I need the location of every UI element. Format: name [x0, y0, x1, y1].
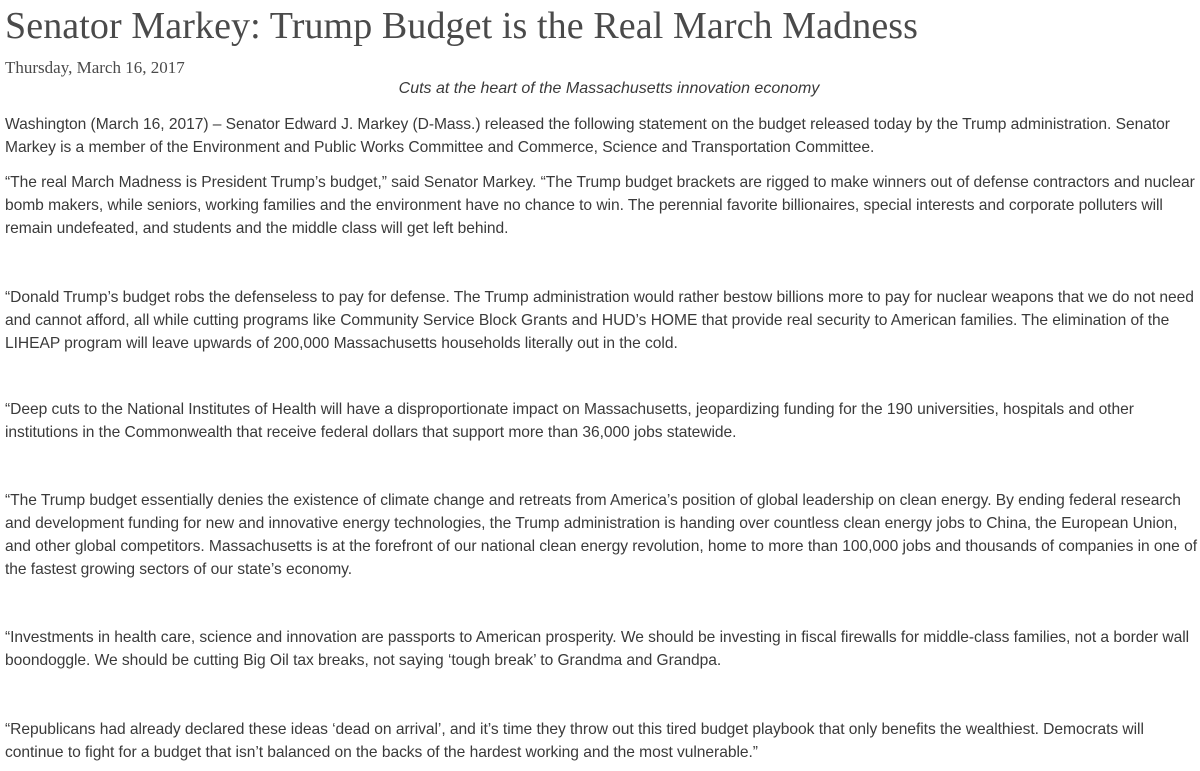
paragraph-quote-republicans: “Republicans had already declared these ideas ‘dead on arrival’, and it’s time they throw out this tired budget playbook that only benefits the wealthiest. Democrats will continue to fight for a budget that isn’t balanced on the backs of the hardest working and the most vulnerable.”	[5, 721, 1144, 761]
paragraph-quote-investments: “Investments in health care, science and innovation are passports to American prosperity. We should be investing in fiscal firewalls for middle-class families, not a border wall boondoggle. We should be cutting Big Oil tax breaks, not saying ‘tough break’ to Grandma and Grandpa.	[5, 629, 1190, 669]
subtitle: Cuts at the heart of the Massachusetts innovation economy	[398, 80, 820, 97]
paragraph-quote-nih: “Deep cuts to the National Institutes of Health will have a disproportionate impact on Massachusetts, jeopardizing funding for the 190 universities, hospitals and other institutions in the Commonwealth that receive federal dollars that support more than 36,000 jobs statewide.	[5, 401, 1134, 441]
paragraph-quote-climate: “The Trump budget essentially denies the existence of climate change and retreats from America’s position of global leadership on clean energy. By ending federal research and development funding for new and innovative energy technologies, the Trump administration is handing over countless clean energy jobs to China, the European Union, and other global competitors. Massachusetts is at the forefront of our national clean energy revolution, home to more than 100,000 jobs and thousands of companies in one of the fastest growing sectors of our state’s economy.	[5, 492, 1197, 578]
publish-date: Thursday, March 16, 2017	[5, 58, 185, 77]
paragraph-quote-march-madness: “The real March Madness is President Trump’s budget,” said Senator Markey. “The Trump budget brackets are rigged to make winners out of defense contractors and nuclear bomb makers, while seniors, working families and the environment have no chance to win. The perennial favorite billionaires, special interests and corporate polluters will remain undefeated, and students and the middle class will get left behind.	[5, 174, 1195, 237]
paragraph-intro: Washington (March 16, 2017) – Senator Edward J. Markey (D-Mass.) released the following statement on the budget released today by the Trump administration. Senator Markey is a member of the Environment and Public Works Committee and Commerce, Science and Transportation Committee.	[5, 116, 1170, 156]
page-title: Senator Markey: Trump Budget is the Real March Madness	[5, 5, 919, 47]
paragraph-quote-defense: “Donald Trump’s budget robs the defenseless to pay for defense. The Trump administration would rather bestow billions more to pay for nuclear weapons that we do not need and cannot afford, all while cutting programs like Community Service Block Grants and HUD’s HOME that provide real security to American families. The elimination of the LIHEAP program will leave upwards of 200,000 Massachusetts households literally out in the cold.	[5, 289, 1194, 352]
